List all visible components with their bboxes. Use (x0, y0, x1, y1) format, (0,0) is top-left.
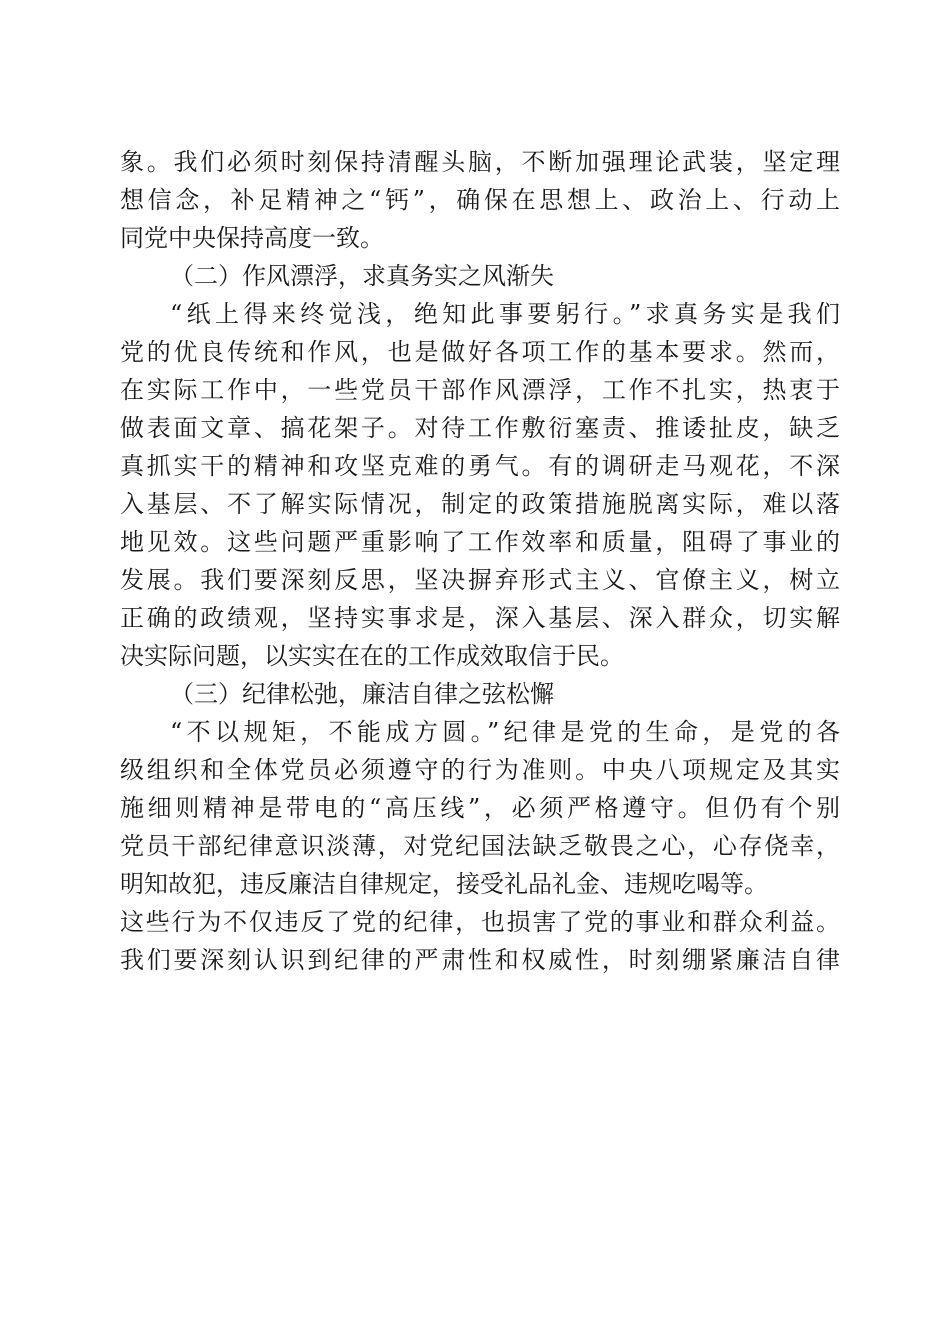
text-line: 决实际问题，以实实在在的工作成效取信于民。 (120, 642, 624, 670)
text-line: 党员干部纪律意识淡薄，对党纪国法缺乏敬畏之心，心存侥幸， (120, 832, 840, 860)
document-body (120, 143, 840, 979)
text-line: 在实际工作中，一些党员干部作风漂浮，工作不扎实，热衷于 (120, 376, 840, 404)
text-line: 想信念，补足精神之“钙”，确保在思想上、政治上、行动上 (120, 186, 840, 214)
paragraph-discipline (120, 713, 840, 979)
text-line: “纸上得来终觉浅，绝知此事要躬行。”求真务实是我们 (170, 300, 840, 328)
text-line: 我们要深刻认识到纪律的严肃性和权威性，时刻绷紧廉洁自律 (120, 946, 840, 974)
text-line: 同党中央保持高度一致。 (120, 224, 384, 252)
text-line: 党的优良传统和作风，也是做好各项工作的基本要求。然而， (120, 338, 840, 366)
text-line: 明知故犯，违反廉洁自律规定，接受礼品礼金、违规吃喝等。 (120, 870, 768, 898)
text-line: 做表面文章、搞花架子。对待工作敷衍塞责、推诿扯皮，缺乏 (120, 414, 840, 442)
text-line: 象。我们必须时刻保持清醒头脑，不断加强理论武装，坚定理 (120, 148, 840, 176)
text-line: 正确的政绩观，坚持实事求是，深入基层、深入群众，切实解 (120, 604, 840, 632)
text-line: 这些行为不仅违反了党的纪律，也损害了党的事业和群众利益。 (120, 908, 840, 936)
paragraph-work-style (120, 295, 840, 675)
section-heading-3: （三）纪律松弛，廉洁自律之弦松懈 (170, 680, 554, 708)
text-line: 真抓实干的精神和攻坚克难的勇气。有的调研走马观花，不深 (120, 452, 840, 480)
text-line: 地见效。这些问题严重影响了工作效率和质量，阻碍了事业的 (120, 528, 840, 556)
text-line: 级组织和全体党员必须遵守的行为准则。中央八项规定及其实 (120, 756, 840, 784)
text-line: 入基层、不了解实际情况，制定的政策措施脱离实际，难以落 (120, 490, 840, 518)
section-heading-2: （二）作风漂浮，求真务实之风渐失 (170, 262, 554, 290)
text-line: “不以规矩，不能成方圆。”纪律是党的生命，是党的各 (170, 718, 840, 746)
paragraph-continuation (120, 143, 840, 257)
text-line: 施细则精神是带电的“高压线”，必须严格遵守。但仍有个别 (120, 794, 840, 822)
text-line: 发展。我们要深刻反思，坚决摒弃形式主义、官僚主义，树立 (120, 566, 840, 594)
